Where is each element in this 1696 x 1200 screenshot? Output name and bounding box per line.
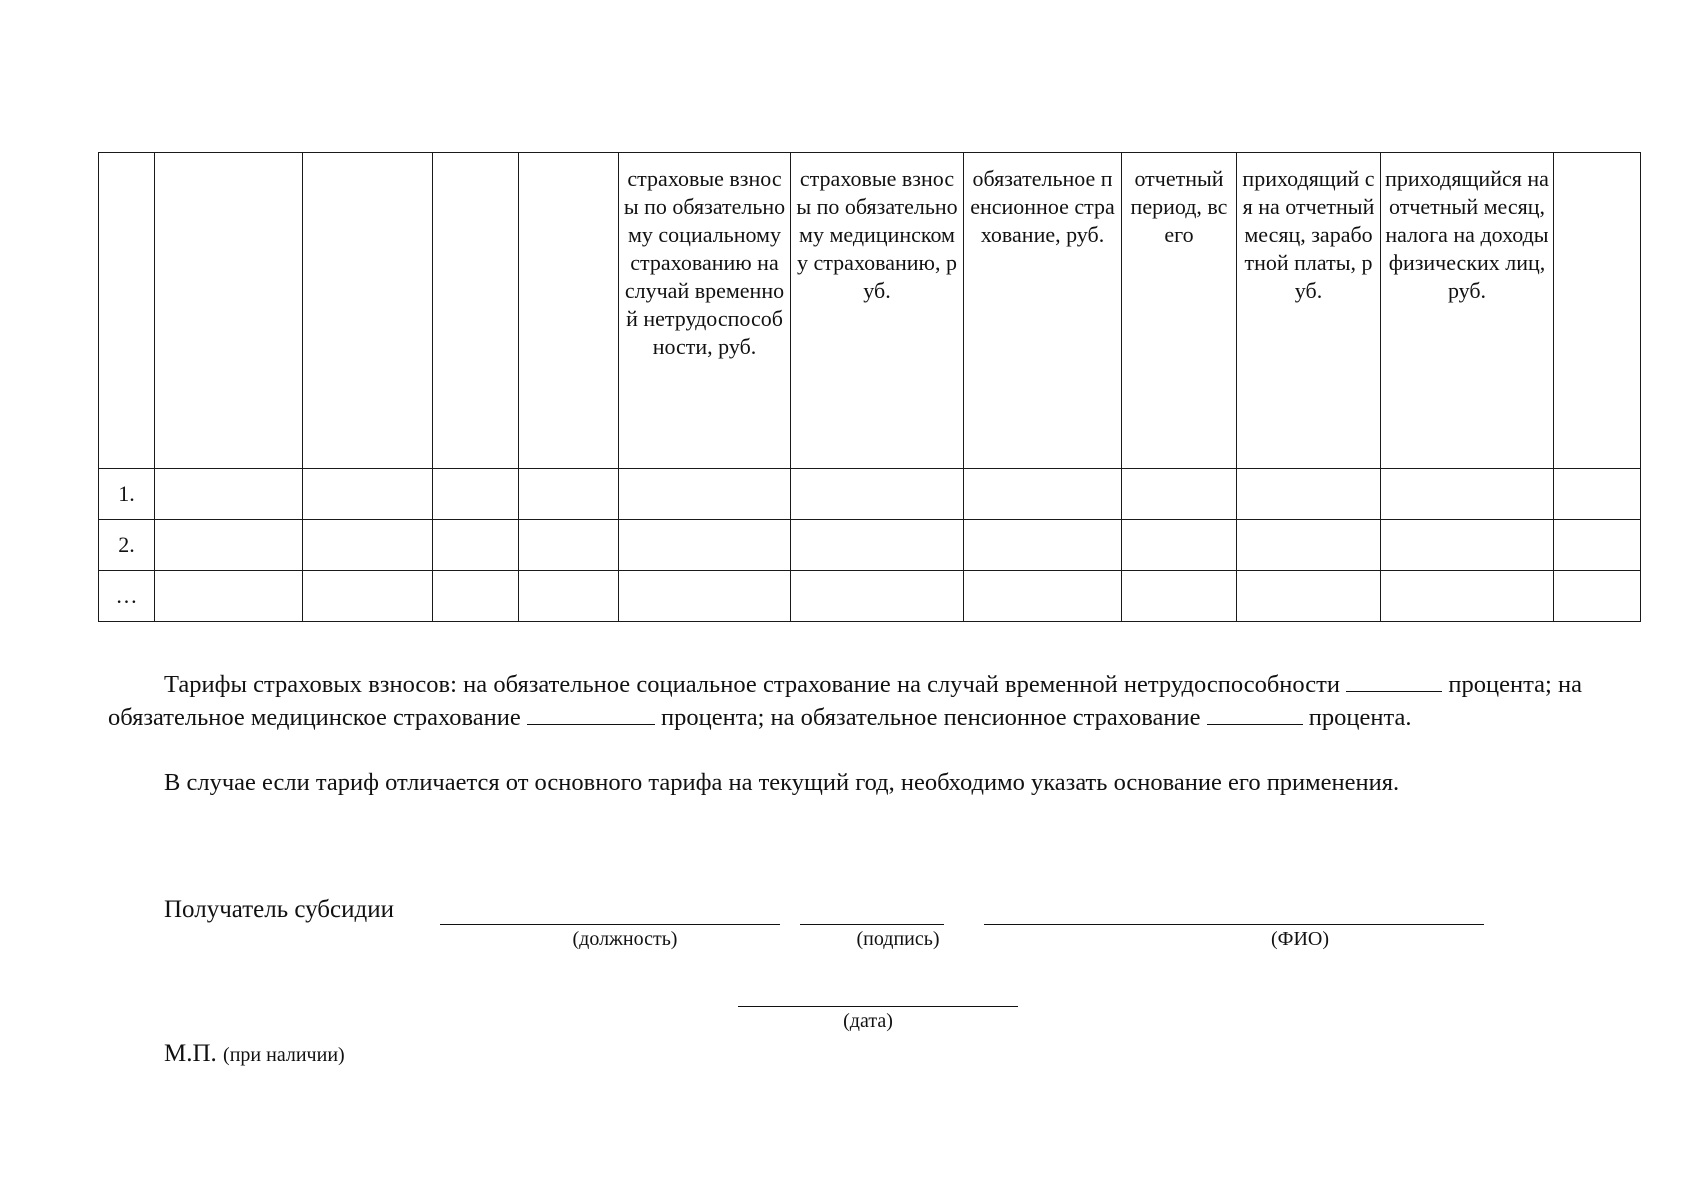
table-cell[interactable] bbox=[155, 520, 303, 571]
header-cell bbox=[1554, 153, 1641, 469]
table-cell[interactable] bbox=[1554, 469, 1641, 520]
table-cell[interactable] bbox=[1381, 469, 1554, 520]
table-cell[interactable] bbox=[619, 571, 791, 622]
table-cell[interactable] bbox=[619, 520, 791, 571]
header-cell bbox=[99, 153, 155, 469]
signature-caption: (подпись) bbox=[856, 928, 940, 950]
header-cell-social-insurance: страховые взносы по обязательному социальному страхованию на случай временной нетрудоспособ ности, руб. bbox=[619, 153, 791, 469]
table-cell[interactable] bbox=[619, 469, 791, 520]
header-cell bbox=[519, 153, 619, 469]
table-cell[interactable] bbox=[1122, 571, 1237, 622]
signature-line[interactable] bbox=[800, 924, 944, 925]
table-cell[interactable] bbox=[519, 469, 619, 520]
row-number: … bbox=[99, 571, 155, 622]
table-cell[interactable] bbox=[791, 571, 964, 622]
header-cell bbox=[155, 153, 303, 469]
table-cell[interactable] bbox=[964, 571, 1122, 622]
table-row bbox=[99, 469, 1641, 520]
table-cell[interactable] bbox=[155, 571, 303, 622]
table-cell[interactable] bbox=[1381, 571, 1554, 622]
tariffs-paragraph bbox=[108, 668, 1582, 734]
header-cell-period-total: отчетный период, всего bbox=[1122, 153, 1237, 469]
tariffs-text-2: процента; на обязательное медицинское страхование bbox=[108, 671, 1583, 731]
name-line[interactable] bbox=[984, 924, 1484, 925]
stamp-note: (при наличии) bbox=[223, 1044, 345, 1066]
table-cell[interactable] bbox=[519, 571, 619, 622]
table-cell[interactable] bbox=[1554, 520, 1641, 571]
table-cell[interactable] bbox=[1381, 520, 1554, 571]
table-cell[interactable] bbox=[964, 520, 1122, 571]
table-cell[interactable] bbox=[1122, 520, 1237, 571]
table-cell[interactable] bbox=[791, 469, 964, 520]
tariffs-text-3: процента; на обязательное пенсионное страхование bbox=[661, 704, 1201, 731]
table-cell[interactable] bbox=[1554, 571, 1641, 622]
table-cell[interactable] bbox=[155, 469, 303, 520]
header-cell-pension-insurance: обязательное пенсионное страхование, руб. bbox=[964, 153, 1122, 469]
note-text: В случае если тариф отличается от основного тарифа на текущий год, необходимо указать основание его применения. bbox=[164, 769, 1400, 796]
date-line[interactable] bbox=[738, 1006, 1018, 1007]
table-header-row bbox=[99, 153, 1641, 469]
header-cell bbox=[433, 153, 519, 469]
table-cell[interactable] bbox=[1122, 469, 1237, 520]
header-cell bbox=[303, 153, 433, 469]
header-cell-monthly-income-tax: приходящийся на отчетный месяц, налога на доходы физических лиц, руб. bbox=[1381, 153, 1554, 469]
table-cell[interactable] bbox=[1237, 469, 1381, 520]
name-caption: (ФИО) bbox=[1270, 928, 1329, 950]
table-cell[interactable] bbox=[433, 469, 519, 520]
row-number: 1. bbox=[99, 469, 155, 520]
recipient-label: Получатель субсидии bbox=[164, 896, 394, 923]
position-line[interactable] bbox=[440, 924, 780, 925]
note-paragraph bbox=[108, 766, 1582, 799]
stamp-text: М.П. bbox=[164, 1040, 217, 1067]
position-caption: (должность) bbox=[572, 928, 678, 950]
medical-tariff-blank[interactable] bbox=[527, 702, 655, 725]
stamp-label bbox=[164, 1040, 345, 1068]
table-cell[interactable] bbox=[433, 571, 519, 622]
header-cell-monthly-salary: приходящий ся на отчетный месяц, заработной платы, руб. bbox=[1237, 153, 1381, 469]
table-cell[interactable] bbox=[791, 520, 964, 571]
tariffs-text-1: Тарифы страховых взносов: на обязательное социальное страхование на случай временной нетрудоспособности bbox=[164, 671, 1340, 698]
table-row bbox=[99, 571, 1641, 622]
table-cell[interactable] bbox=[433, 520, 519, 571]
table-cell[interactable] bbox=[1237, 571, 1381, 622]
date-caption: (дата) bbox=[843, 1010, 893, 1032]
table-row bbox=[99, 520, 1641, 571]
tariffs-text-4: процента. bbox=[1308, 704, 1412, 731]
table-cell[interactable] bbox=[964, 469, 1122, 520]
social-tariff-blank[interactable] bbox=[1346, 669, 1442, 692]
header-cell-medical-insurance: страховые взносы по обязательному медицинскому страхованию, руб. bbox=[791, 153, 964, 469]
report-table bbox=[98, 152, 1641, 622]
table-cell[interactable] bbox=[1237, 520, 1381, 571]
table-cell[interactable] bbox=[303, 571, 433, 622]
table-cell[interactable] bbox=[303, 469, 433, 520]
table-cell[interactable] bbox=[303, 520, 433, 571]
pension-tariff-blank[interactable] bbox=[1207, 702, 1303, 725]
table-cell[interactable] bbox=[519, 520, 619, 571]
row-number: 2. bbox=[99, 520, 155, 571]
